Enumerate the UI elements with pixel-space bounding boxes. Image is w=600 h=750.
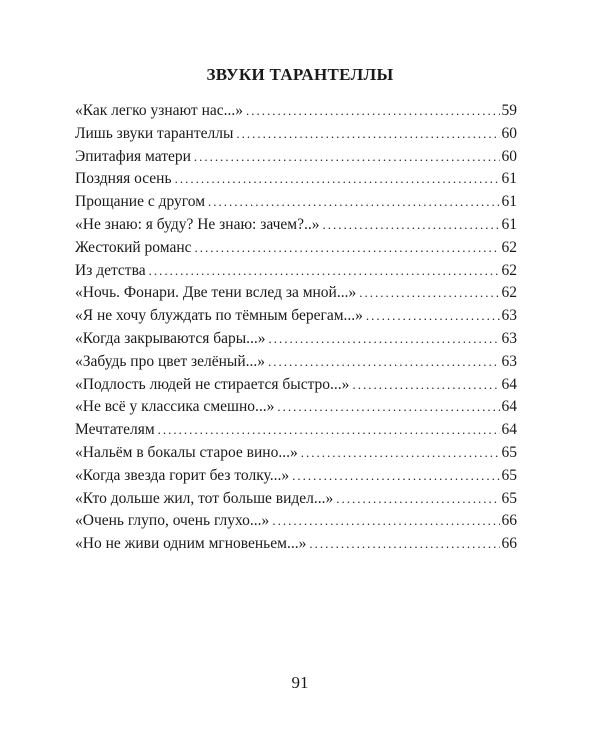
toc-entry-page: 63 <box>501 352 517 370</box>
toc-entry <box>75 260 517 283</box>
dot-leader <box>158 419 500 442</box>
toc-entry <box>75 282 517 305</box>
toc-entry-title: «Как легко узнают нас...» <box>75 102 244 119</box>
toc-entry-title: «Когда закрываются бары...» <box>75 329 266 347</box>
toc-entry <box>75 123 517 146</box>
toc-entry <box>75 146 517 169</box>
toc-entry-page: 61 <box>501 215 517 233</box>
toc-entry <box>75 533 517 556</box>
dot-leader <box>268 351 499 374</box>
toc-entry-title: «Когда звезда горит без толку...» <box>75 466 290 484</box>
dot-leader <box>352 374 499 397</box>
toc-entry-page: 65 <box>501 466 517 484</box>
toc-entry <box>75 328 517 351</box>
toc-entry-title: «Я не хочу блуждать по тёмным берегам...» <box>75 307 363 325</box>
toc-entry <box>75 374 517 397</box>
toc-entry <box>75 191 517 214</box>
toc-entry <box>75 214 517 237</box>
toc-entry <box>75 488 517 511</box>
toc-entry-page: 60 <box>501 124 517 142</box>
toc-entry-page: 62 <box>501 261 517 279</box>
dot-leader <box>322 214 499 237</box>
toc-entry <box>75 305 517 328</box>
table-of-contents <box>75 100 517 556</box>
toc-entry-page: 66 <box>501 535 517 553</box>
dot-leader <box>309 533 499 556</box>
toc-entry <box>75 100 517 123</box>
toc-entry-title: «Но не живи одним мгновеньем...» <box>75 535 307 553</box>
toc-entry <box>75 168 517 191</box>
dot-leader <box>292 465 499 488</box>
dot-leader <box>236 123 499 146</box>
toc-entry-page: 64 <box>501 421 517 439</box>
dot-leader <box>269 328 500 351</box>
section-title: ЗВУКИ ТАРАНТЕЛЛЫ <box>206 65 394 84</box>
toc-entry-page: 62 <box>501 284 517 302</box>
toc-entry-title: «Очень глупо, очень глухо...» <box>75 512 270 530</box>
dot-leader <box>359 282 499 305</box>
toc-entry-title: Мечтателям <box>75 421 155 439</box>
toc-entry-page: 66 <box>501 512 517 530</box>
toc-entry <box>75 419 517 442</box>
dot-leader <box>277 396 499 419</box>
dot-leader <box>208 191 499 214</box>
toc-entry-page: 61 <box>501 170 517 188</box>
toc-entry-page: 62 <box>501 238 517 256</box>
toc-entry-title: «Не всё у классика смешно...» <box>75 398 275 416</box>
dot-leader <box>175 168 500 191</box>
dot-leader <box>272 510 499 533</box>
toc-entry-title: Прощание с другом <box>75 193 206 211</box>
toc-entry-title: «Подлость людей не стирается быстро...» <box>75 375 350 393</box>
toc-entry-title: Поздняя осень <box>75 170 172 188</box>
toc-entry-title: «Кто дольше жил, тот больше видел...» <box>75 489 334 507</box>
toc-entry-page: 65 <box>501 443 517 461</box>
toc-entry-title: «Ночь. Фонари. Две тени вслед за мной...» <box>75 284 357 302</box>
toc-entry <box>75 396 517 419</box>
toc-entry-title: Жестокий романс <box>75 238 192 256</box>
dot-leader <box>301 442 500 465</box>
toc-entry-title: Из детства <box>75 261 146 279</box>
dot-leader <box>336 488 499 511</box>
toc-entry <box>75 465 517 488</box>
toc-entry-page: 64 <box>501 375 517 393</box>
toc-entry-title: Эпитафия матери <box>75 147 191 165</box>
toc-entry <box>75 237 517 260</box>
toc-entry-page: 61 <box>501 193 517 211</box>
toc-entry-page: 59 <box>501 102 517 119</box>
toc-entry <box>75 510 517 533</box>
page-number: 91 <box>291 673 309 692</box>
toc-entry-title: «Не знаю: я буду? Не знаю: зачем?..» <box>75 215 320 233</box>
toc-entry-title: Лишь звуки тарантеллы <box>75 124 234 142</box>
dot-leader <box>366 305 500 328</box>
toc-entry <box>75 351 517 374</box>
toc-entry-page: 60 <box>501 147 517 165</box>
toc-entry-title: «Забудь про цвет зелёный...» <box>75 352 266 370</box>
toc-entry-page: 63 <box>501 307 517 325</box>
dot-leader <box>194 146 500 169</box>
toc-entry-title: «Нальём в бокалы старое вино...» <box>75 443 298 461</box>
dot-leader <box>149 260 500 283</box>
toc-entry-page: 65 <box>501 489 517 507</box>
dot-leader <box>246 100 499 123</box>
toc-entry <box>75 442 517 465</box>
toc-entry-page: 64 <box>501 398 517 416</box>
dot-leader <box>195 237 500 260</box>
toc-entry-page: 63 <box>501 329 517 347</box>
